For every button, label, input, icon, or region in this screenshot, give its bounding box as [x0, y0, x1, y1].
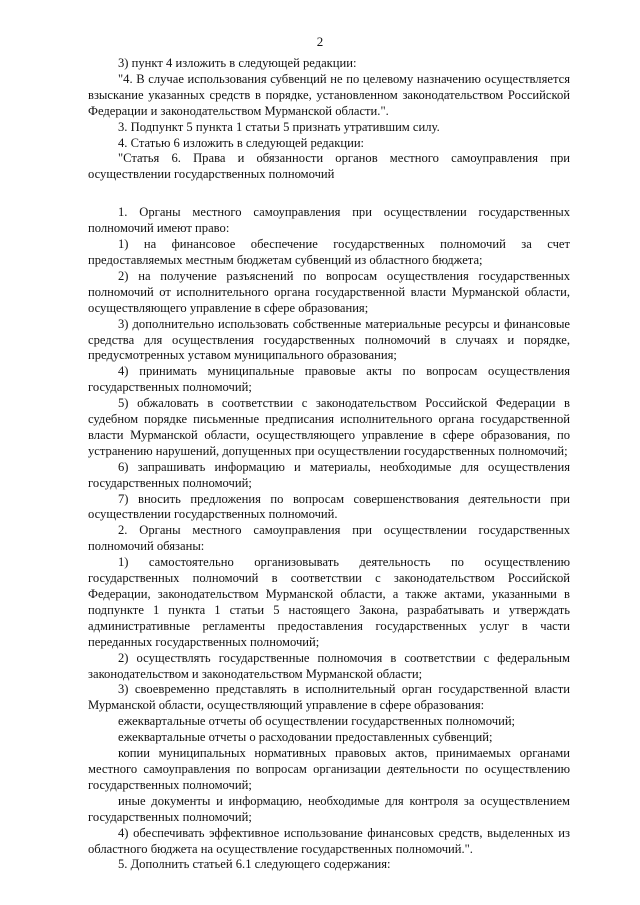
part-1-subitem-4: 4) принимать муниципальные правовые акты по вопросам осуществления государственных полномочий; [88, 364, 570, 395]
report-item-legal-act-copies: копии муниципальных нормативных правовых актов, принимаемых органами местного самоуправления по вопросам организации деятельности по осуществлению государственных полномочий; [88, 746, 570, 792]
amendment-item-5: 5. Дополнить статьей 6.1 следующего содержания: [118, 857, 391, 872]
amendment-text-point-4: "4. В случае использования субвенций не по целевому назначению осуществляется взыскание указанных средств в порядке, установленном законодательством Российской Федерации и законодательством Мурманской области.". [88, 71, 570, 118]
amendment-item-4: 4. Статью 6 изложить в следующей редакции: [118, 135, 365, 150]
part-2-subitem-2: 2) осуществлять государственные полномочия в соответствии с федеральным законодательством и законодательством Мурманской области; [88, 650, 570, 681]
part-2-subitem-3: 3) своевременно представлять в исполнительный орган государственной власти Мурманской области, осуществляющий управление в сфере образования: [88, 682, 570, 713]
article-6-part-2: 2. Органы местного самоуправления при осуществлении государственных полномочий обязаны: [88, 523, 570, 554]
amendment-item-3-article-5: 3. Подпункт 5 пункта 1 статьи 5 признать утратившим силу. [118, 119, 440, 134]
article-6-part-1: 1. Органы местного самоуправления при осуществлении государственных полномочий имеют право: [88, 205, 570, 236]
part-1-subitem-6: 6) запрашивать информацию и материалы, необходимые для осуществления государственных полномочий; [88, 459, 570, 490]
part-1-subitem-3: 3) дополнительно использовать собственные материальные ресурсы и финансовые средства для осуществления государственных полномочий в случаях и порядке, предусмотренных уставом муниципального образования; [88, 316, 570, 363]
article-6-heading: "Статья 6. Права и обязанности органов местного самоуправления при осуществлении государственных полномочий [88, 151, 570, 182]
part-1-subitem-7: 7) вносить предложения по вопросам совершенствования деятельности при осуществлении государственных полномочий. [88, 491, 570, 522]
part-1-subitem-2: 2) на получение разъяснений по вопросам осуществления государственных полномочий от исполнительного органа государственной власти Мурманской области, осуществляющего управление в сфере образования; [88, 268, 570, 315]
page-number: 2 [316, 34, 324, 49]
part-2-subitem-4: 4) обеспечивать эффективное использование финансовых средств, выделенных из областного бюджета на осуществление государственных полномочий.". [88, 825, 570, 856]
part-1-subitem-1: 1) на финансовое обеспечение государственных полномочий за счет предоставляемых местным бюджетам субвенций из областного бюджета; [88, 237, 570, 267]
part-2-subitem-1: 1) самостоятельно организовывать деятельность по осуществлению государственных полномочий в соответствии с законодательством Российской Федерации, законодательством Мурманской области, а также актами, указанными в подпункте 1 пункта 1 статьи 5 настоящего Закона, разрабатывать и утверждать административные регламенты предоставления государственных услуг в части переданных государственных полномочий; [88, 555, 570, 649]
part-1-subitem-5: 5) обжаловать в соответствии с законодательством Российской Федерации в судебном порядке письменные предписания исполнительного органа государственной власти Мурманской области, осуществляющего управление в сфере образования, по устранению нарушений, допущенных при осуществлении государственных полномочий; [88, 396, 570, 458]
document-body [88, 56, 570, 873]
report-item-other-documents: иные документы и информацию, необходимые для контроля за осуществлением государственных полномочий; [88, 793, 570, 824]
report-item-quarterly-implementation: ежеквартальные отчеты об осуществлении государственных полномочий; [118, 714, 516, 729]
amendment-item-3: 3) пункт 4 изложить в следующей редакции: [118, 56, 357, 70]
paragraph-gap [88, 183, 570, 205]
report-item-quarterly-spending: ежеквартальные отчеты о расходовании предоставленных субвенций; [118, 730, 493, 745]
